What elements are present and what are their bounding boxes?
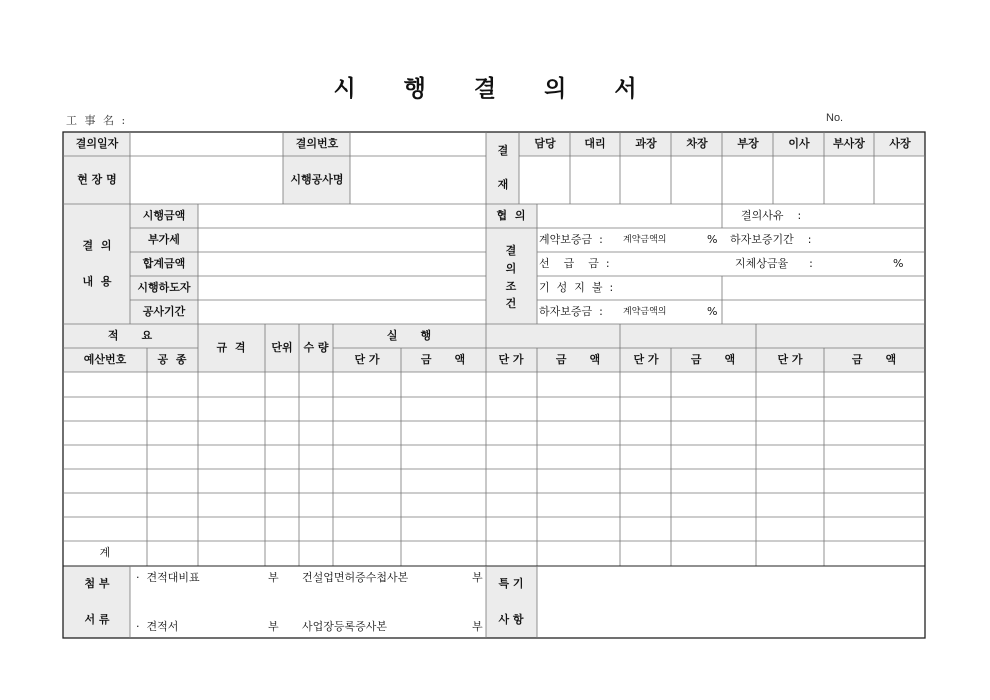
group3-amount-header: 금 액 (690, 353, 736, 366)
conditions-label-4: 건 (505, 297, 517, 310)
subcontractor-label: 시행하도자 (137, 281, 191, 294)
total-row-label: 계 (99, 546, 111, 559)
remarks-label-top: 특 기 (498, 577, 524, 590)
construction-period-label: 공사기간 (142, 305, 186, 318)
execution-unit-price-header: 단 가 (354, 353, 380, 366)
attachment-license-copy: 건설업면허증수첩사본 (302, 571, 409, 584)
approval-role-section-chief: 과장 (635, 137, 657, 150)
group4-unit-price-header: 단 가 (777, 353, 803, 366)
approval-role-president: 사장 (889, 137, 911, 150)
work-name-label: 시행공사명 (290, 173, 344, 186)
remarks-label-bottom: 사 항 (498, 613, 524, 626)
defect-bond-ratio-label: 계약금액의 (623, 307, 667, 317)
budget-number-header: 예산번호 (83, 353, 127, 366)
consultation-label: 협 의 (496, 209, 526, 222)
site-name-label: 현 장 명 (77, 173, 117, 186)
defect-warranty-period-label: 하자보증기간 : (730, 233, 812, 246)
attachments-label-bottom: 서 류 (84, 613, 110, 626)
approval-role-director: 이사 (788, 137, 810, 150)
vat-label: 부가세 (148, 233, 180, 246)
attachment-quote-comparison-copies: 부 (268, 571, 279, 584)
group3-unit-price-header: 단 가 (633, 353, 659, 366)
quantity-header: 수 량 (303, 341, 329, 354)
approval-label-top: 결 (497, 144, 509, 157)
attachment-quotation-copies: 부 (268, 620, 279, 633)
attachment-business-registration-copies: 부 (472, 620, 483, 633)
group2-amount-header: 금 액 (555, 353, 601, 366)
decision-content-label-bottom: 내 용 (82, 275, 112, 288)
group4-amount-header: 금 액 (851, 353, 897, 366)
approval-role-vice-president: 부사장 (833, 137, 865, 150)
document-title: 시 행 결 의 서 (333, 76, 657, 102)
approval-role-department-head: 부장 (737, 137, 759, 150)
approval-role-deputy-chief: 차장 (686, 137, 708, 150)
conditions-label-1: 결 (505, 244, 517, 257)
defect-bond-label: 하자보증금 : (539, 305, 603, 318)
conditions-label-2: 의 (505, 262, 517, 275)
approval-role-staff: 담당 (534, 137, 556, 150)
contract-bond-label: 계약보증금 : (539, 233, 603, 246)
execution-amount-header: 금 액 (420, 353, 466, 366)
work-type-header: 공 종 (157, 353, 187, 366)
defect-bond-percent: % (707, 305, 718, 318)
attachments-label-top: 첨 부 (84, 577, 110, 590)
summary-header: 적 요 (107, 329, 153, 342)
decision-content-label-top: 결 의 (82, 239, 112, 252)
execution-amount-label: 시행금액 (142, 209, 186, 222)
delay-penalty-percent: % (893, 257, 904, 270)
spec-header: 규 격 (216, 341, 246, 354)
attachment-license-copy-copies: 부 (472, 571, 483, 584)
advance-payment-label: 선 급 금 : (539, 257, 610, 270)
attachment-business-registration: 사업장등록증사본 (302, 620, 388, 633)
total-amount-label: 합계금액 (142, 257, 186, 270)
unit-header: 단위 (271, 341, 293, 354)
execution-header: 실 행 (386, 329, 432, 342)
approval-role-assistant-manager: 대리 (584, 137, 606, 150)
contract-bond-percent: % (707, 233, 718, 246)
decision-number-label: 결의번호 (295, 137, 339, 150)
attachment-quote-comparison: · 견적대비표 (136, 571, 200, 584)
document-number-label: No. (826, 112, 844, 124)
project-name-label: 工 事 名 : (66, 114, 128, 127)
contract-bond-ratio-label: 계약금액의 (623, 235, 667, 245)
progress-payment-label: 기 성 지 불 : (539, 281, 614, 294)
decision-date-label: 결의일자 (75, 137, 119, 150)
delay-penalty-rate-label: 지체상금율 : (735, 257, 813, 270)
conditions-label-3: 조 (505, 280, 517, 293)
decision-reason-label: 결의사유 : (741, 209, 802, 222)
attachment-quotation: · 견적서 (136, 620, 179, 633)
approval-label-bottom: 재 (497, 178, 509, 191)
group2-unit-price-header: 단 가 (498, 353, 524, 366)
